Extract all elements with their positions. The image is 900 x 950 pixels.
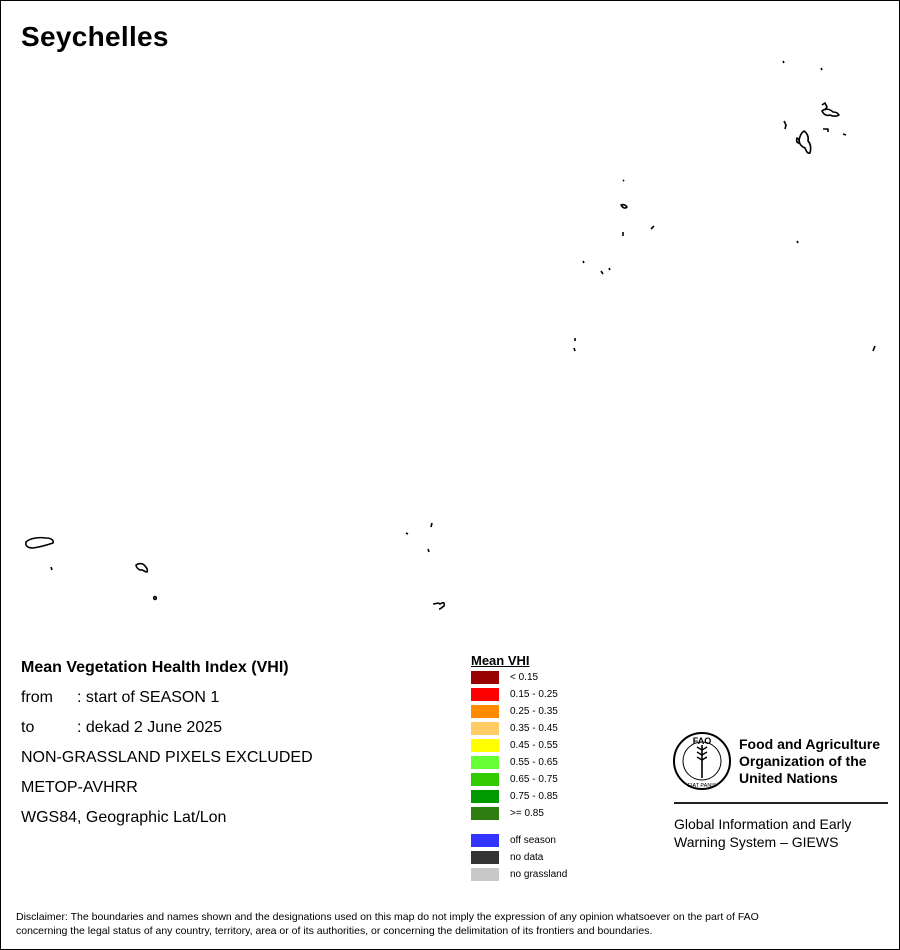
legend-row bbox=[471, 721, 558, 738]
island-outline bbox=[154, 597, 157, 600]
island-outline bbox=[621, 205, 627, 208]
fao-org-line: Food and Agriculture bbox=[739, 736, 881, 752]
legend-label: < 0.15 bbox=[510, 672, 539, 683]
island-outline bbox=[843, 134, 846, 135]
island-outline bbox=[823, 129, 828, 132]
legend-swatch bbox=[471, 834, 499, 847]
disclaimer-line: Disclaimer: The boundaries and names shown and the designations used on this map do not imply the expression of any opinion whatsoever on the part of FAO bbox=[16, 911, 759, 923]
island-outline bbox=[821, 68, 822, 70]
to-line bbox=[21, 717, 313, 747]
legend-row bbox=[471, 755, 558, 772]
island-outline bbox=[799, 131, 811, 153]
disclaimer bbox=[16, 910, 886, 938]
fao-org-line: United Nations bbox=[739, 770, 838, 786]
legend-label: >= 0.85 bbox=[510, 808, 544, 819]
to-value: : dekad 2 June 2025 bbox=[77, 719, 223, 736]
legend-label: 0.25 - 0.35 bbox=[510, 706, 558, 717]
disclaimer-line: concerning the legal status of any country, territory, area or of its authorities, or concerning the delimitation of its frontiers and boundaries. bbox=[16, 925, 653, 937]
fao-emblem-icon bbox=[672, 731, 732, 791]
legend-swatch bbox=[471, 790, 499, 803]
legend-label: no data bbox=[510, 852, 544, 863]
from-value: : start of SEASON 1 bbox=[77, 689, 220, 706]
fao-logo-motto: FIAT PANIS bbox=[687, 783, 717, 789]
legend-label: 0.45 - 0.55 bbox=[510, 740, 558, 751]
legend-row bbox=[471, 687, 558, 704]
island-outline bbox=[651, 226, 654, 229]
island-outline bbox=[601, 271, 603, 274]
legend-label: off season bbox=[510, 835, 556, 846]
island-outline bbox=[797, 241, 798, 243]
legend-row bbox=[471, 704, 558, 721]
map-info-block bbox=[21, 657, 313, 837]
from-label: from bbox=[21, 689, 53, 706]
island-outline bbox=[623, 180, 624, 181]
giews-line: Global Information and Early bbox=[674, 816, 852, 832]
legend-swatch bbox=[471, 773, 499, 786]
legend-swatch bbox=[471, 756, 499, 769]
legend-row bbox=[471, 833, 556, 850]
legend-swatch bbox=[471, 851, 499, 864]
legend-title: Mean VHI bbox=[471, 653, 530, 668]
island-outline bbox=[406, 533, 408, 534]
legend-swatch bbox=[471, 868, 499, 881]
island-outline bbox=[51, 567, 52, 570]
island-outline bbox=[822, 109, 839, 116]
pixel-note: NON-GRASSLAND PIXELS EXCLUDED bbox=[21, 749, 313, 766]
from-line bbox=[21, 687, 313, 717]
legend-swatch bbox=[471, 705, 499, 718]
legend-row bbox=[471, 850, 544, 867]
legend-label: no grassland bbox=[510, 869, 568, 880]
legend-label: 0.15 - 0.25 bbox=[510, 689, 558, 700]
legend-row bbox=[471, 738, 558, 755]
island-outline bbox=[136, 564, 147, 572]
island-outline bbox=[609, 268, 610, 270]
legend-swatch bbox=[471, 688, 499, 701]
island-outline bbox=[583, 261, 584, 263]
sensor-name: METOP-AVHRR bbox=[21, 779, 138, 796]
index-heading: Mean Vegetation Health Index (VHI) bbox=[21, 659, 289, 676]
giews-name bbox=[674, 815, 851, 851]
fao-logo bbox=[672, 731, 732, 796]
fao-logo-letters: FAO bbox=[692, 736, 712, 746]
island-outline bbox=[873, 346, 875, 351]
legend-label: 0.65 - 0.75 bbox=[510, 774, 558, 785]
legend-swatch bbox=[471, 671, 499, 684]
legend bbox=[471, 652, 568, 884]
island-outline bbox=[783, 61, 784, 63]
island-outline bbox=[574, 348, 575, 351]
legend-row bbox=[471, 806, 544, 823]
projection-text: WGS84, Geographic Lat/Lon bbox=[21, 809, 227, 826]
legend-label: 0.55 - 0.65 bbox=[510, 757, 558, 768]
fao-divider bbox=[674, 802, 888, 804]
legend-classes bbox=[471, 670, 558, 823]
legend-row bbox=[471, 867, 568, 884]
legend-label: 0.75 - 0.85 bbox=[510, 791, 558, 802]
map-title: Seychelles bbox=[21, 21, 169, 52]
legend-row bbox=[471, 772, 558, 789]
map-canvas bbox=[1, 1, 899, 641]
fao-organization-name bbox=[739, 736, 880, 787]
island-outline bbox=[784, 121, 786, 129]
legend-row bbox=[471, 789, 558, 806]
island-outline bbox=[797, 138, 800, 143]
island-outline bbox=[428, 549, 429, 552]
giews-line: Warning System – GIEWS bbox=[674, 834, 839, 850]
legend-extra-classes bbox=[471, 833, 568, 884]
island-outline bbox=[433, 603, 444, 609]
to-label: to bbox=[21, 719, 35, 736]
fao-org-line: Organization of the bbox=[739, 753, 867, 769]
legend-swatch bbox=[471, 807, 499, 820]
island-outline bbox=[431, 523, 432, 527]
legend-label: 0.35 - 0.45 bbox=[510, 723, 558, 734]
legend-row bbox=[471, 670, 539, 687]
island-outline bbox=[26, 538, 53, 548]
legend-swatch bbox=[471, 739, 499, 752]
legend-swatch bbox=[471, 722, 499, 735]
